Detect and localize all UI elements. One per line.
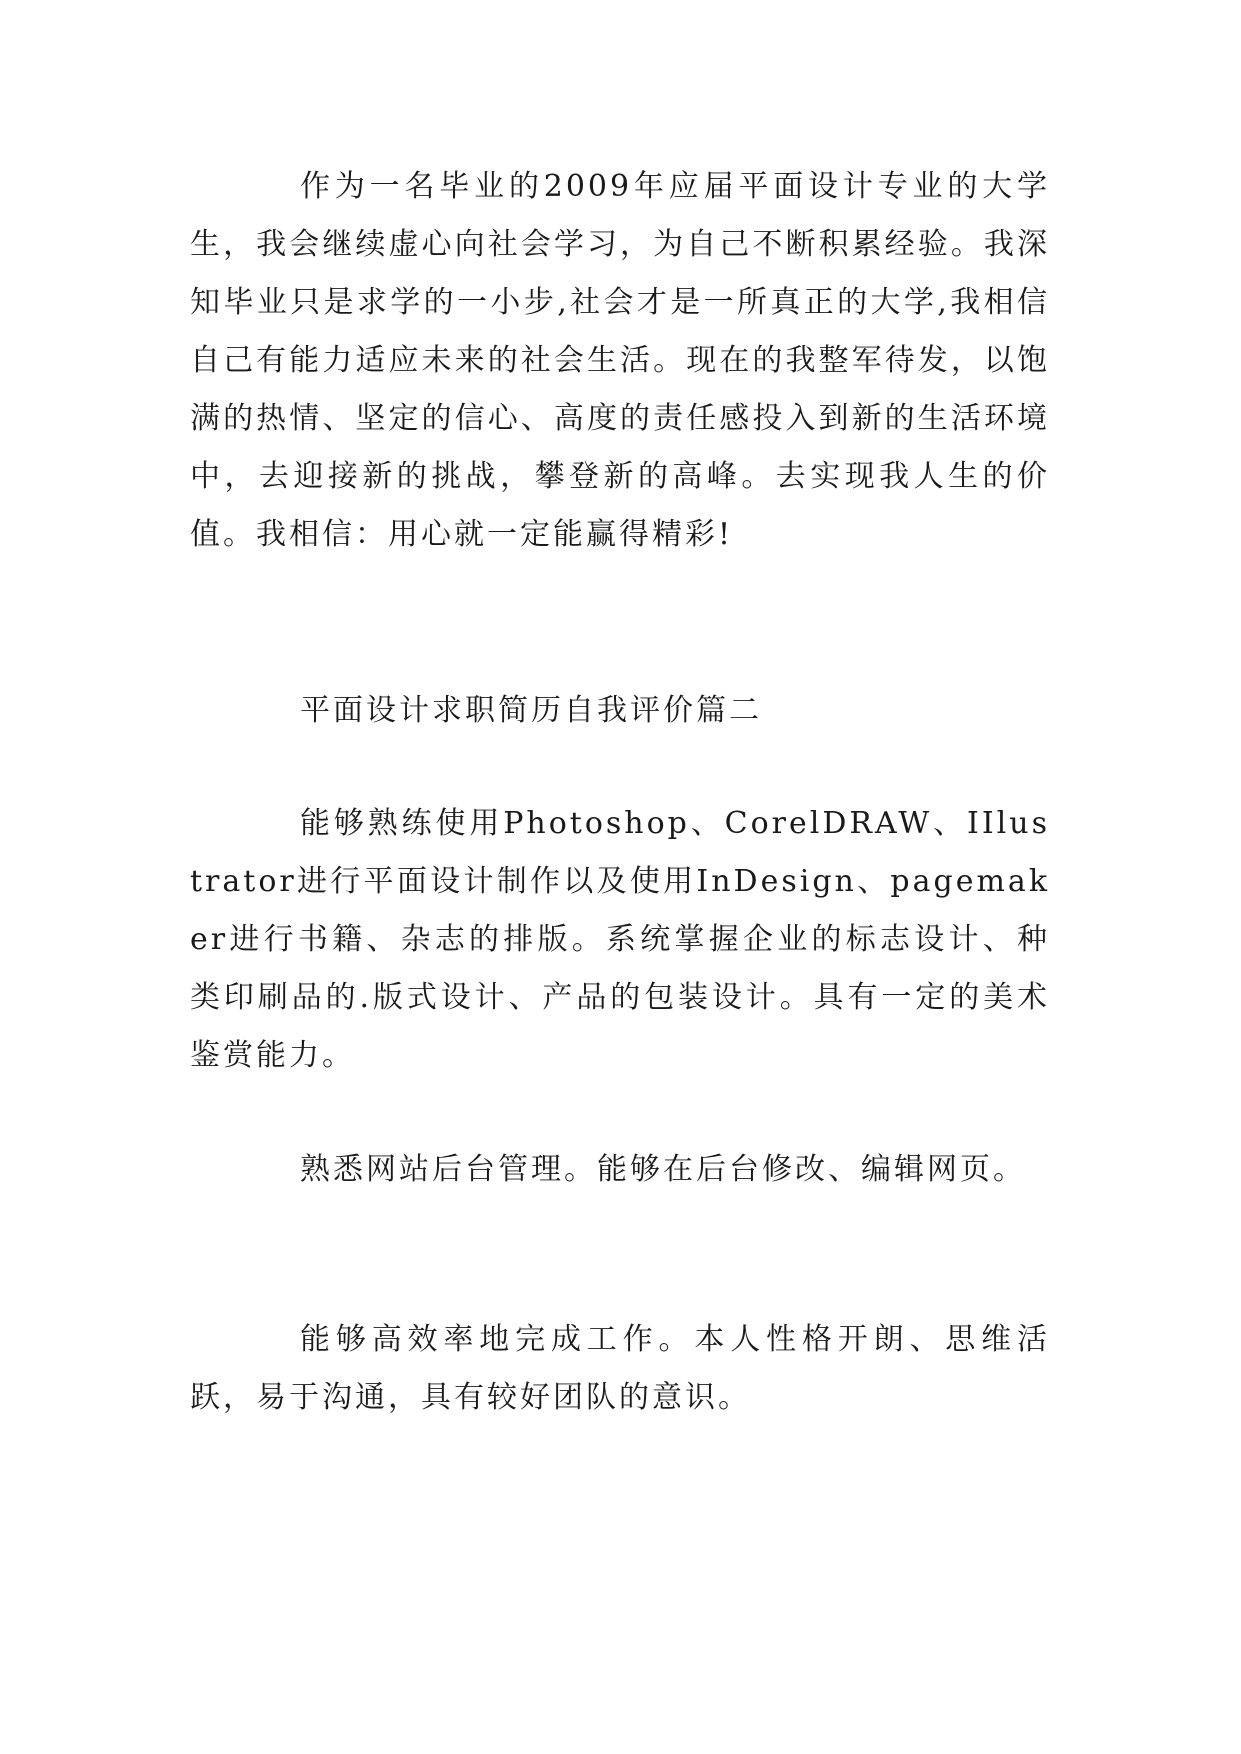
paragraph-personality: 能够高效率地完成工作。本人性格开朗、思维活跃，易于沟通，具有较好团队的意识。: [190, 1322, 1050, 1415]
section-heading: 平面设计求职简历自我评价篇二: [300, 693, 762, 728]
paragraph-self-summary: 作为一名毕业的2009年应届平面设计专业的大学生，我会继续虚心向社会学习，为自己不断积累经验。我深知毕业只是求学的一小步,社会才是一所真正的大学,我相信自己有能力适应未来的社会生活。现在的我整军待发，以饱满的热情、坚定的信心、高度的责任感投入到新的生活环境中，去迎接新的挑战，攀登新的高峰。去实现我人生的价值。我相信：用心就一定能赢得精彩!: [190, 169, 1050, 552]
paragraph-web-admin: 熟悉网站后台管理。能够在后台修改、编辑网页。: [300, 1152, 1026, 1187]
paragraph-design-skills: 能够熟练使用Photoshop、CorelDRAW、IIlustrator进行平面设计制作以及使用InDesign、pagemaker进行书籍、杂志的排版。系统掌握企业的标志设计、种类印刷品的.版式设计、产品的包装设计。具有一定的美术鉴赏能力。: [190, 806, 1050, 1073]
